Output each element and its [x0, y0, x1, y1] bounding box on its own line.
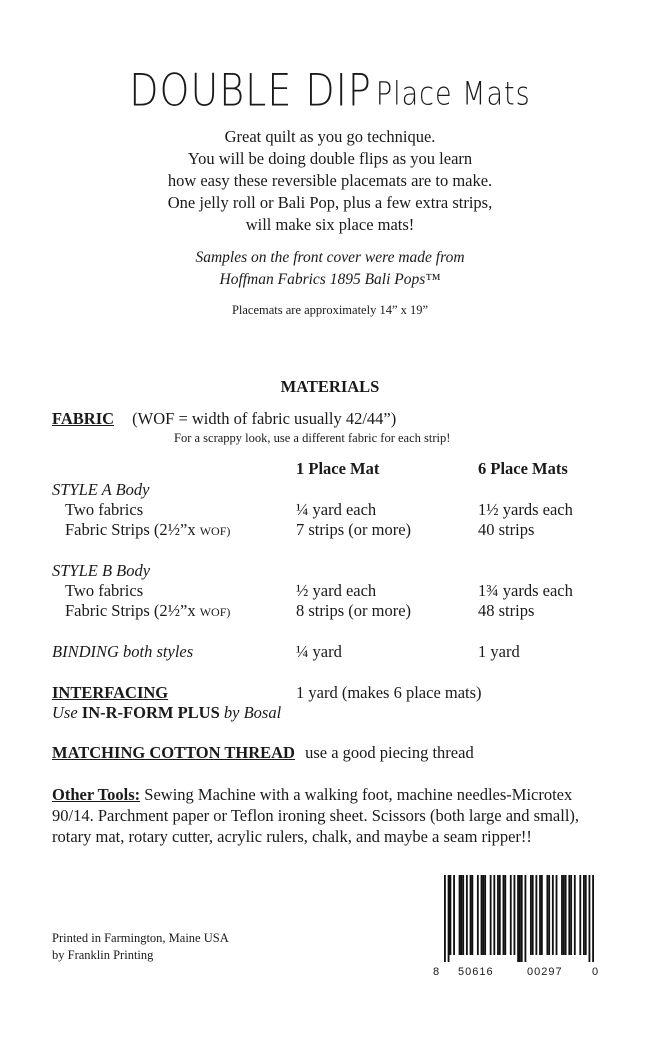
wof-text: WOF) [199, 524, 231, 538]
barcode-bar [517, 875, 519, 962]
style-b-strips-label [65, 601, 230, 621]
style-b-fabrics-1: ½ yard each [296, 581, 377, 600]
barcode-bar [466, 875, 468, 955]
printer-credit [52, 930, 229, 964]
fabric-heading-row [52, 409, 396, 429]
footer-line: Printed in Farmington, Maine USA [52, 931, 229, 945]
barcode-bar [568, 875, 570, 955]
barcode-bar [481, 875, 483, 955]
binding-label: BINDING both styles [52, 642, 194, 661]
intro-line: You will be doing double flips as you learn [187, 149, 473, 168]
other-tools [52, 784, 612, 847]
binding-1: ¼ yard [296, 642, 342, 661]
barcode-bar [490, 875, 492, 955]
style-b-fabrics-6: 1¾ yards each [478, 581, 573, 600]
thread-note: use a good piecing thread [305, 743, 474, 762]
barcode [444, 875, 594, 962]
barcode-bar [460, 875, 462, 955]
style-b-strips-1: 8 strips (or more) [296, 601, 412, 620]
barcode-bar [546, 875, 548, 955]
barcode-bar [448, 875, 450, 962]
col-header-1: 1 Place Mat [296, 459, 380, 478]
interfacing-product-line [52, 703, 281, 723]
barcode-digit-first: 8 [433, 966, 441, 978]
scrappy-note: For a scrappy look, use a different fabric for each strip! [174, 431, 451, 445]
size-note: Placemats are approximately 14” x 19” [231, 303, 429, 317]
barcode-bar [541, 875, 543, 955]
style-b-fabrics-label: Two fabrics [65, 581, 144, 600]
style-a-strips-label [65, 520, 230, 540]
binding-6: 1 yard [478, 642, 520, 661]
samples-line: Samples on the front cover were made from [195, 249, 465, 266]
barcode-bar [497, 875, 499, 955]
barcode-bar [482, 875, 484, 955]
fabric-heading: FABRIC [52, 409, 115, 428]
barcode-bar [510, 875, 512, 955]
barcode-bar [556, 875, 558, 955]
style-b-strips-6: 48 strips [478, 601, 535, 620]
wof-definition: (WOF = width of fabric usually 42/44”) [132, 409, 397, 428]
footer-line: by Franklin Printing [52, 948, 154, 962]
barcode-bar [503, 875, 505, 955]
barcode-digit-last: 0 [592, 966, 600, 978]
barcode-bar [519, 875, 521, 962]
thread-heading: MATCHING COTTON THREAD [52, 743, 295, 762]
page-title [0, 64, 660, 116]
wof-text: WOF) [199, 605, 231, 619]
barcode-bar [563, 875, 565, 955]
barcode-bar [462, 875, 464, 955]
style-a-label: STYLE A Body [52, 480, 150, 499]
col-header-6: 6 Place Mats [478, 459, 568, 478]
barcode-bar [499, 875, 501, 955]
samples-line: Hoffman Fabrics 1895 Bali Pops™ [219, 271, 441, 288]
tools-text: Sewing Machine with a walking foot, machine needles-Microtex 90/14. Parchment paper or Teflon ironing sheet. Scissors (both large and small), rotary mat, rotary cutter, acrylic rulers, chalk, and maybe a seam ripper!! [52, 785, 580, 846]
product-name: IN-R-FORM PLUS [81, 703, 220, 722]
barcode-bar [539, 875, 541, 955]
barcode-bar [565, 875, 567, 955]
barcode-bar [470, 875, 472, 955]
style-a-strips-1: 7 strips (or more) [296, 520, 412, 539]
brand-name: by Bosal [219, 703, 282, 722]
barcode-bar [459, 875, 461, 955]
barcode-bar [552, 875, 554, 955]
use-prefix: Use [52, 703, 82, 722]
barcode-bar [521, 875, 523, 962]
barcode-bar [477, 875, 479, 955]
barcode-bar [449, 875, 451, 955]
barcode-bar [583, 875, 585, 955]
intro-line: how easy these reversible placemats are to make. [167, 171, 493, 190]
style-a-fabrics-1: ¼ yard each [296, 500, 377, 519]
barcode-bar [504, 875, 506, 955]
style-b-label: STYLE B Body [52, 561, 151, 580]
barcode-bar [592, 875, 594, 962]
thread-row [52, 743, 474, 763]
intro-text [0, 126, 660, 236]
strips-label-text: Fabric Strips (2½”x [65, 520, 200, 539]
title-main: DOUBLE DIP [129, 64, 372, 116]
barcode-bar [585, 875, 587, 955]
barcode-bar [548, 875, 550, 955]
barcode-bar [579, 875, 581, 955]
barcode-bar [444, 875, 446, 962]
barcode-bar [532, 875, 534, 955]
title-sub: Place Mats [375, 76, 531, 113]
style-a-fabrics-label: Two fabrics [65, 500, 144, 519]
barcode-bar [561, 875, 563, 955]
barcode-bar [524, 875, 526, 962]
barcode-bar [493, 875, 495, 955]
style-a-strips-6: 40 strips [478, 520, 535, 539]
barcode-bar [453, 875, 455, 955]
barcode-bar [484, 875, 486, 955]
barcode-bar [514, 875, 516, 955]
barcode-bar [570, 875, 572, 955]
barcode-bar [535, 875, 537, 955]
barcode-bar [471, 875, 473, 955]
samples-note [0, 247, 660, 291]
barcode-bar [589, 875, 591, 962]
barcode-digits-left: 50616 [458, 966, 494, 978]
style-a-fabrics-6: 1½ yards each [478, 500, 573, 519]
materials-heading: MATERIALS [280, 377, 380, 396]
barcode-bar [530, 875, 532, 955]
tools-heading: Other Tools: [52, 785, 141, 804]
interfacing-amount: 1 yard (makes 6 place mats) [296, 683, 482, 702]
intro-line: will make six place mats! [245, 215, 415, 234]
strips-label-text: Fabric Strips (2½”x [65, 601, 200, 620]
interfacing-heading: INTERFACING [52, 683, 169, 702]
barcode-bar [574, 875, 576, 955]
intro-line: One jelly roll or Bali Pop, plus a few extra strips, [167, 193, 493, 212]
intro-line: Great quilt as you go technique. [224, 127, 436, 146]
barcode-digits-right: 00297 [527, 966, 563, 978]
